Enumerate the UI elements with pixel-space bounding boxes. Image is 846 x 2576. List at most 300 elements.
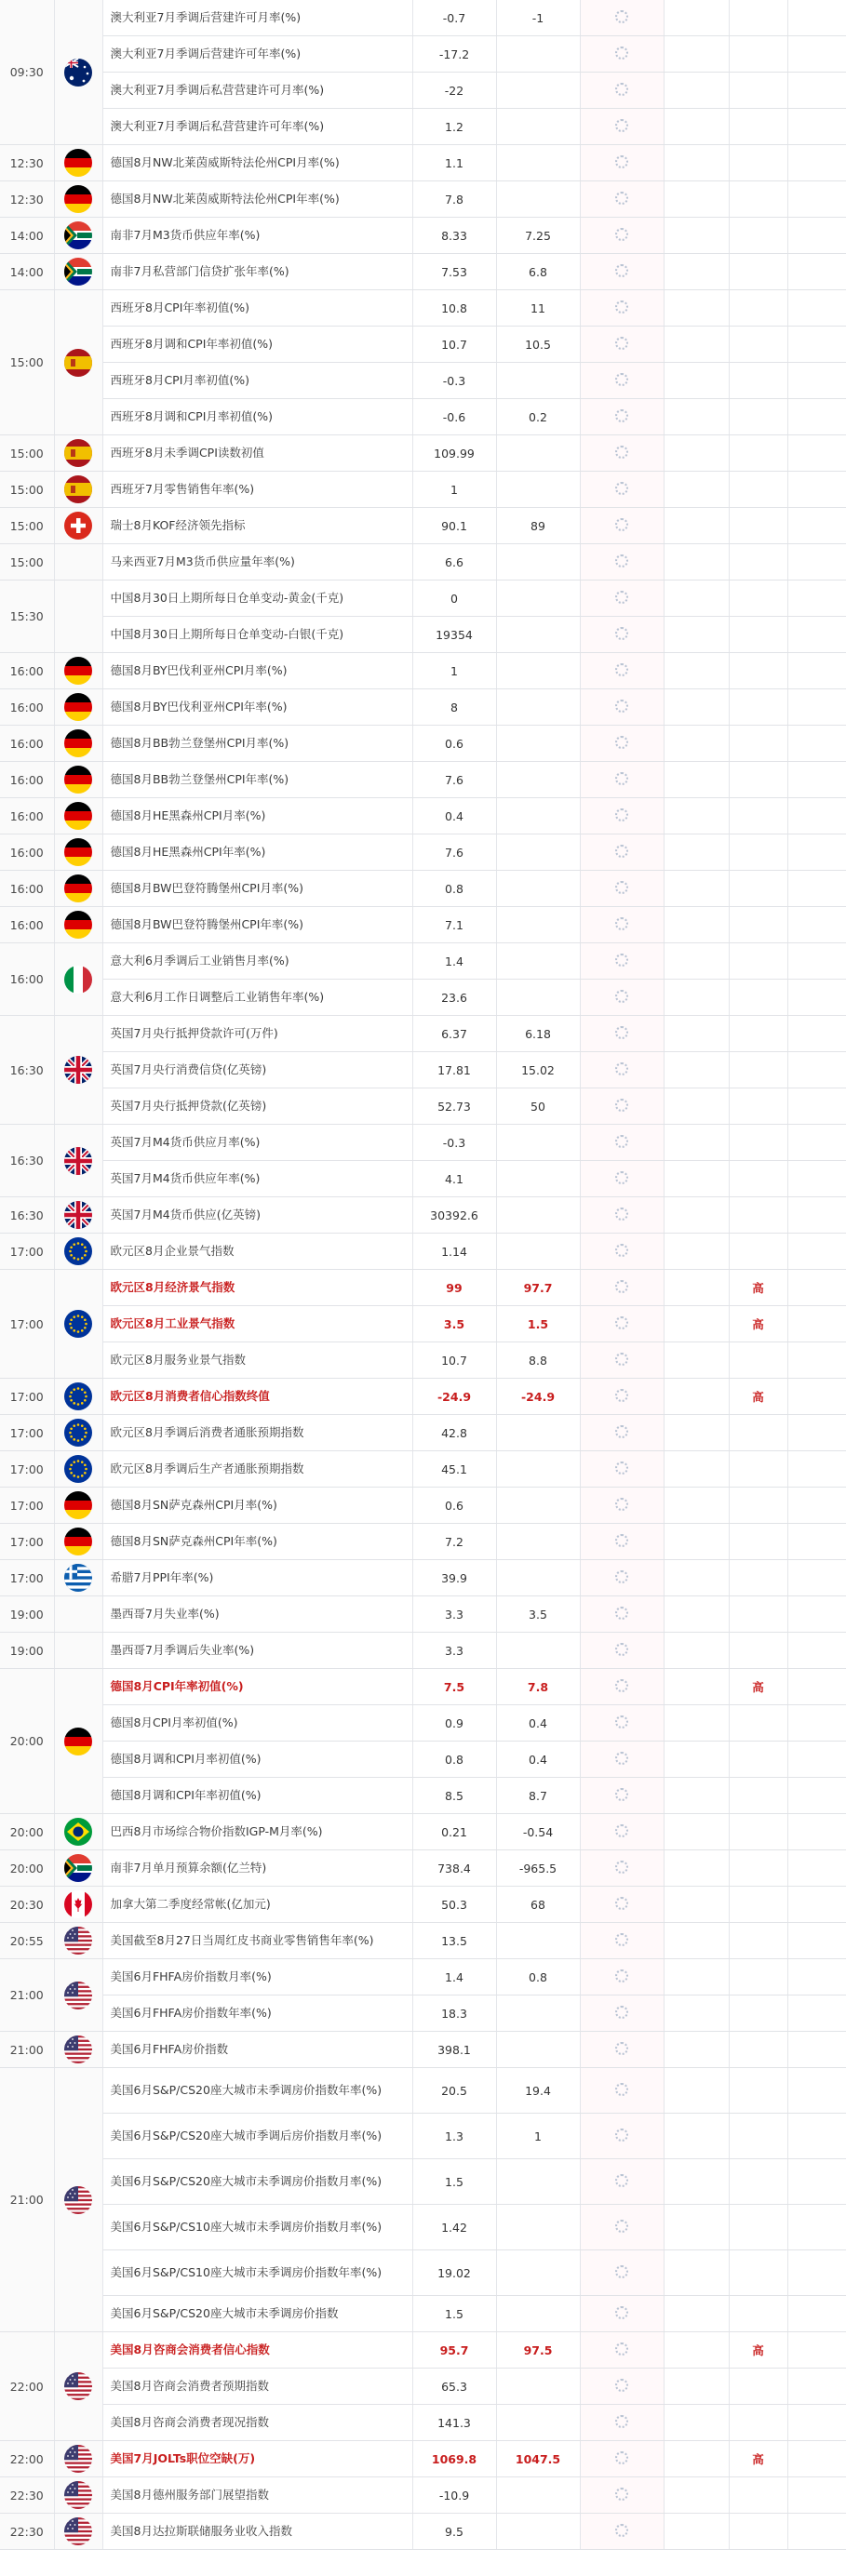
interpretation-cell [787, 726, 846, 762]
importance-badge [729, 1995, 787, 2032]
event-name[interactable]: 意大利6月季调后工业销售月率(%) [102, 943, 412, 980]
event-name[interactable]: 德国8月HE黑森州CPI年率(%) [102, 834, 412, 871]
event-name[interactable]: 意大利6月工作日调整后工业销售年率(%) [102, 980, 412, 1016]
event-name[interactable]: 美国6月FHFA房价指数年率(%) [102, 1995, 412, 2032]
forecast-value: 0.4 [496, 1705, 580, 1742]
interpretation-cell [787, 36, 846, 73]
event-row [0, 1887, 846, 1923]
previous-value: 7.6 [412, 762, 496, 798]
effect-cell [664, 1197, 729, 1234]
interpretation-cell [787, 1669, 846, 1705]
previous-value: 1.2 [412, 109, 496, 145]
actual-value-pending [580, 36, 664, 73]
loading-spinner-icon [615, 1062, 628, 1075]
previous-value: 90.1 [412, 508, 496, 544]
event-time: 20:30 [0, 1887, 54, 1923]
event-row [0, 1161, 846, 1197]
interpretation-cell [787, 1923, 846, 1959]
flag-usa-icon [64, 2517, 92, 2545]
event-time: 16:00 [0, 726, 54, 762]
forecast-value: 68 [496, 1887, 580, 1923]
event-name[interactable]: 欧元区8月消费者信心指数终值 [102, 1379, 412, 1415]
previous-value: 0.8 [412, 871, 496, 907]
forecast-value: 89 [496, 508, 580, 544]
previous-value: 0 [412, 581, 496, 617]
event-name[interactable]: 德国8月调和CPI月率初值(%) [102, 1742, 412, 1778]
country-flag-cell [54, 1669, 102, 1814]
importance-badge [729, 1887, 787, 1923]
previous-value: 7.6 [412, 834, 496, 871]
actual-value-pending [580, 1705, 664, 1742]
forecast-value: 3.5 [496, 1596, 580, 1633]
actual-value-pending [580, 435, 664, 472]
effect-cell [664, 2114, 729, 2159]
event-name[interactable]: 澳大利亚7月季调后私营营建许可年率(%) [102, 109, 412, 145]
actual-value-pending [580, 980, 664, 1016]
event-row [0, 145, 846, 181]
forecast-value [496, 1923, 580, 1959]
event-name[interactable]: 西班牙8月CPI月率初值(%) [102, 363, 412, 399]
forecast-value: 6.8 [496, 254, 580, 290]
event-row [0, 1088, 846, 1125]
effect-cell [664, 218, 729, 254]
loading-spinner-icon [615, 554, 628, 567]
importance-badge [729, 1161, 787, 1197]
loading-spinner-icon [615, 2379, 628, 2392]
previous-value: 7.8 [412, 181, 496, 218]
importance-badge [729, 1088, 787, 1125]
previous-value: 0.9 [412, 1705, 496, 1742]
interpretation-cell [787, 2032, 846, 2068]
previous-value: 65.3 [412, 2369, 496, 2405]
importance-badge [729, 363, 787, 399]
effect-cell [664, 508, 729, 544]
importance-badge [729, 907, 787, 943]
country-flag-cell [54, 1560, 102, 1596]
country-flag-cell [54, 1488, 102, 1524]
event-name[interactable]: 瑞士8月KOF经济领先指标 [102, 508, 412, 544]
actual-value-pending [580, 1814, 664, 1850]
forecast-value [496, 2205, 580, 2250]
interpretation-cell [787, 1379, 846, 1415]
forecast-value [496, 617, 580, 653]
country-flag-cell [54, 1633, 102, 1669]
forecast-value [496, 145, 580, 181]
previous-value: 7.1 [412, 907, 496, 943]
event-name[interactable]: 德国8月CPI年率初值(%) [102, 1669, 412, 1705]
event-name[interactable]: 美国6月S&P/CS20座大城市未季调房价指数月率(%) [102, 2159, 412, 2205]
loading-spinner-icon [615, 373, 628, 386]
previous-value: 0.6 [412, 726, 496, 762]
importance-badge [729, 472, 787, 508]
importance-badge [729, 290, 787, 327]
actual-value-pending [580, 1415, 664, 1451]
event-row [0, 1705, 846, 1742]
actual-value-pending [580, 2405, 664, 2441]
event-name[interactable]: 德国8月SN萨克森州CPI月率(%) [102, 1488, 412, 1524]
event-name[interactable]: 德国8月CPI月率初值(%) [102, 1705, 412, 1742]
event-name[interactable]: 希腊7月PPI年率(%) [102, 1560, 412, 1596]
event-name[interactable]: 英国7月央行消费信贷(亿英镑) [102, 1052, 412, 1088]
event-name[interactable]: 美国6月FHFA房价指数月率(%) [102, 1959, 412, 1995]
flag-germany-icon [64, 149, 92, 177]
effect-cell [664, 1088, 729, 1125]
forecast-value: 15.02 [496, 1052, 580, 1088]
interpretation-cell [787, 1342, 846, 1379]
country-flag-cell [54, 1234, 102, 1270]
event-time: 17:00 [0, 1451, 54, 1488]
effect-cell [664, 581, 729, 617]
event-name[interactable]: 欧元区8月服务业景气指数 [102, 1342, 412, 1379]
country-flag-cell [54, 472, 102, 508]
actual-value-pending [580, 2250, 664, 2296]
previous-value: 45.1 [412, 1451, 496, 1488]
event-row [0, 980, 846, 1016]
previous-value: 95.7 [412, 2332, 496, 2369]
event-name[interactable]: 德国8月BY巴伐利亚州CPI年率(%) [102, 689, 412, 726]
event-row [0, 2205, 846, 2250]
country-flag-cell [54, 0, 102, 145]
event-name[interactable]: 德国8月BW巴登符腾堡州CPI月率(%) [102, 871, 412, 907]
event-name[interactable]: 美国8月咨商会消费者预期指数 [102, 2369, 412, 2405]
event-name[interactable]: 德国8月BB勃兰登堡州CPI年率(%) [102, 762, 412, 798]
event-name[interactable]: 英国7月央行抵押贷款许可(万件) [102, 1016, 412, 1052]
forecast-value [496, 2159, 580, 2205]
actual-value-pending [580, 254, 664, 290]
forecast-value: 0.4 [496, 1742, 580, 1778]
importance-badge [729, 1778, 787, 1814]
interpretation-cell [787, 1959, 846, 1995]
flag-uk-icon [64, 1056, 92, 1084]
importance-badge [729, 2250, 787, 2296]
event-name[interactable]: 南非7月M3货币供应年率(%) [102, 218, 412, 254]
event-time: 15:00 [0, 472, 54, 508]
previous-value: 109.99 [412, 435, 496, 472]
effect-cell [664, 762, 729, 798]
event-name[interactable]: 欧元区8月企业景气指数 [102, 1234, 412, 1270]
effect-cell [664, 2250, 729, 2296]
interpretation-cell [787, 653, 846, 689]
event-name[interactable]: 南非7月单月预算余额(亿兰特) [102, 1850, 412, 1887]
interpretation-cell [787, 2205, 846, 2250]
forecast-value [496, 1633, 580, 1669]
loading-spinner-icon [615, 155, 628, 168]
importance-badge [729, 1197, 787, 1234]
loading-spinner-icon [615, 1933, 628, 1946]
loading-spinner-icon [615, 881, 628, 894]
forecast-value [496, 762, 580, 798]
country-flag-cell [54, 2332, 102, 2441]
event-time: 15:00 [0, 544, 54, 581]
event-name[interactable]: 美国7月JOLTs职位空缺(万) [102, 2441, 412, 2477]
previous-value: 6.37 [412, 1016, 496, 1052]
previous-value: 8.5 [412, 1778, 496, 1814]
flag-germany-icon [64, 838, 92, 866]
previous-value: 50.3 [412, 1887, 496, 1923]
effect-cell [664, 1814, 729, 1850]
forecast-value [496, 2250, 580, 2296]
country-flag-cell [54, 544, 102, 581]
forecast-value: 11 [496, 290, 580, 327]
event-name[interactable]: 美国8月德州服务部门展望指数 [102, 2477, 412, 2514]
country-flag-cell [54, 2068, 102, 2332]
event-name[interactable]: 英国7月M4货币供应年率(%) [102, 1161, 412, 1197]
flag-usa-icon [64, 2186, 92, 2214]
actual-value-pending [580, 762, 664, 798]
event-name[interactable]: 中国8月30日上期所每日仓单变动-白银(千克) [102, 617, 412, 653]
event-name[interactable]: 英国7月M4货币供应(亿英镑) [102, 1197, 412, 1234]
event-row [0, 2441, 846, 2477]
event-name[interactable]: 美国8月咨商会消费者现况指数 [102, 2405, 412, 2441]
previous-value: 30392.6 [412, 1197, 496, 1234]
event-name[interactable]: 德国8月NW北莱茵威斯特法伦州CPI月率(%) [102, 145, 412, 181]
event-name[interactable]: 德国8月BY巴伐利亚州CPI月率(%) [102, 653, 412, 689]
event-time: 17:00 [0, 1415, 54, 1451]
actual-value-pending [580, 1161, 664, 1197]
event-name[interactable]: 西班牙8月调和CPI月率初值(%) [102, 399, 412, 435]
event-name[interactable]: 西班牙8月未季调CPI读数初值 [102, 435, 412, 472]
event-time: 17:00 [0, 1234, 54, 1270]
event-name[interactable]: 墨西哥7月失业率(%) [102, 1596, 412, 1633]
interpretation-cell [787, 1161, 846, 1197]
event-name[interactable]: 澳大利亚7月季调后私营营建许可月率(%) [102, 73, 412, 109]
event-name[interactable]: 美国8月咨商会消费者信心指数 [102, 2332, 412, 2369]
loading-spinner-icon [615, 808, 628, 821]
event-name[interactable]: 英国7月M4货币供应月率(%) [102, 1125, 412, 1161]
flag-germany-icon [64, 185, 92, 213]
event-name[interactable]: 澳大利亚7月季调后营建许可月率(%) [102, 0, 412, 36]
forecast-value [496, 2369, 580, 2405]
country-flag-cell [54, 1270, 102, 1379]
forecast-value: 1 [496, 2114, 580, 2159]
actual-value-pending [580, 1560, 664, 1596]
interpretation-cell [787, 1270, 846, 1306]
country-flag-cell [54, 1959, 102, 2032]
importance-badge [729, 1125, 787, 1161]
previous-value: -0.6 [412, 399, 496, 435]
loading-spinner-icon [615, 10, 628, 23]
event-row [0, 73, 846, 109]
effect-cell [664, 2032, 729, 2068]
event-name[interactable]: 英国7月央行抵押贷款(亿英镑) [102, 1088, 412, 1125]
previous-value: 0.8 [412, 1742, 496, 1778]
actual-value-pending [580, 907, 664, 943]
event-name[interactable]: 德国8月调和CPI年率初值(%) [102, 1778, 412, 1814]
event-name[interactable]: 欧元区8月经济景气指数 [102, 1270, 412, 1306]
country-flag-cell [54, 1923, 102, 1959]
importance-badge [729, 2405, 787, 2441]
forecast-value [496, 435, 580, 472]
previous-value: -0.7 [412, 0, 496, 36]
event-row [0, 1778, 846, 1814]
loading-spinner-icon [615, 917, 628, 930]
flag-germany-icon [64, 1528, 92, 1555]
event-name[interactable]: 美国6月S&P/CS20座大城市未季调房价指数年率(%) [102, 2068, 412, 2114]
actual-value-pending [580, 871, 664, 907]
flag-italy-icon [64, 966, 92, 994]
previous-value: 1 [412, 472, 496, 508]
forecast-value [496, 2514, 580, 2550]
effect-cell [664, 1306, 729, 1342]
interpretation-cell [787, 1052, 846, 1088]
previous-value: 1069.8 [412, 2441, 496, 2477]
loading-spinner-icon [615, 409, 628, 422]
event-name[interactable]: 加拿大第二季度经常帐(亿加元) [102, 1887, 412, 1923]
importance-badge [729, 1524, 787, 1560]
event-row [0, 2250, 846, 2296]
event-name[interactable]: 欧元区8月季调后生产者通胀预期指数 [102, 1451, 412, 1488]
actual-value-pending [580, 290, 664, 327]
event-name[interactable]: 欧元区8月工业景气指数 [102, 1306, 412, 1342]
event-row [0, 1814, 846, 1850]
actual-value-pending [580, 1923, 664, 1959]
flag-usa-icon [64, 1982, 92, 2009]
interpretation-cell [787, 73, 846, 109]
forecast-value [496, 1125, 580, 1161]
forecast-value [496, 109, 580, 145]
event-name[interactable]: 西班牙7月零售销售年率(%) [102, 472, 412, 508]
event-name[interactable]: 南非7月私营部门信贷扩张年率(%) [102, 254, 412, 290]
effect-cell [664, 1270, 729, 1306]
event-row [0, 1306, 846, 1342]
effect-cell [664, 689, 729, 726]
event-row [0, 327, 846, 363]
event-row [0, 435, 846, 472]
event-name[interactable]: 巴西8月市场综合物价指数IGP-M月率(%) [102, 1814, 412, 1850]
loading-spinner-icon [615, 1280, 628, 1293]
importance-badge [729, 726, 787, 762]
event-name[interactable]: 德国8月BW巴登符腾堡州CPI年率(%) [102, 907, 412, 943]
country-flag-cell [54, 581, 102, 653]
event-name[interactable]: 美国6月S&P/CS10座大城市未季调房价指数月率(%) [102, 2205, 412, 2250]
forecast-value [496, 544, 580, 581]
event-name[interactable]: 澳大利亚7月季调后营建许可年率(%) [102, 36, 412, 73]
actual-value-pending [580, 1669, 664, 1705]
country-flag-cell [54, 145, 102, 181]
importance-badge [729, 1959, 787, 1995]
actual-value-pending [580, 2296, 664, 2332]
event-time: 15:30 [0, 581, 54, 653]
country-flag-cell [54, 871, 102, 907]
forecast-value: -1 [496, 0, 580, 36]
event-name[interactable]: 德国8月NW北莱茵威斯特法伦州CPI年率(%) [102, 181, 412, 218]
effect-cell [664, 1596, 729, 1633]
loading-spinner-icon [615, 2006, 628, 2019]
previous-value: 3.5 [412, 1306, 496, 1342]
loading-spinner-icon [615, 954, 628, 967]
event-time: 16:30 [0, 1125, 54, 1197]
previous-value: 0.6 [412, 1488, 496, 1524]
event-row [0, 1633, 846, 1669]
event-name[interactable]: 美国6月S&P/CS10座大城市未季调房价指数年率(%) [102, 2250, 412, 2296]
flag-eurozone-icon [64, 1419, 92, 1447]
previous-value: 1.4 [412, 1959, 496, 1995]
flag-germany-icon [64, 766, 92, 794]
importance-badge [729, 544, 787, 581]
effect-cell [664, 1415, 729, 1451]
event-name[interactable]: 欧元区8月季调后消费者通胀预期指数 [102, 1415, 412, 1451]
event-row [0, 544, 846, 581]
interpretation-cell [787, 181, 846, 218]
previous-value: 10.7 [412, 1342, 496, 1379]
event-row [0, 1742, 846, 1778]
event-row [0, 1995, 846, 2032]
previous-value: 42.8 [412, 1415, 496, 1451]
effect-cell [664, 109, 729, 145]
interpretation-cell [787, 1887, 846, 1923]
interpretation-cell [787, 689, 846, 726]
actual-value-pending [580, 472, 664, 508]
event-name[interactable]: 美国6月S&P/CS20座大城市未季调房价指数 [102, 2296, 412, 2332]
actual-value-pending [580, 834, 664, 871]
event-row [0, 218, 846, 254]
importance-badge [729, 834, 787, 871]
event-name[interactable]: 德国8月HE黑森州CPI月率(%) [102, 798, 412, 834]
effect-cell [664, 943, 729, 980]
event-name[interactable]: 墨西哥7月季调后失业率(%) [102, 1633, 412, 1669]
importance-badge [729, 762, 787, 798]
event-name[interactable]: 中国8月30日上期所每日仓单变动-黄金(千克) [102, 581, 412, 617]
forecast-value [496, 1161, 580, 1197]
interpretation-cell [787, 2332, 846, 2369]
country-flag-cell [54, 762, 102, 798]
forecast-value: 1.5 [496, 1306, 580, 1342]
event-name[interactable]: 马来西亚7月M3货币供应量年率(%) [102, 544, 412, 581]
interpretation-cell [787, 1814, 846, 1850]
country-flag-cell [54, 689, 102, 726]
interpretation-cell [787, 218, 846, 254]
importance-badge [729, 2477, 787, 2514]
country-flag-cell [54, 2032, 102, 2068]
event-name[interactable]: 美国截至8月27日当周红皮书商业零售销售年率(%) [102, 1923, 412, 1959]
loading-spinner-icon [615, 1570, 628, 1583]
event-row [0, 1488, 846, 1524]
importance-badge [729, 109, 787, 145]
event-name[interactable]: 西班牙8月调和CPI年率初值(%) [102, 327, 412, 363]
event-row [0, 1342, 846, 1379]
interpretation-cell [787, 1415, 846, 1451]
event-name[interactable]: 美国8月达拉斯联储服务业收入指数 [102, 2514, 412, 2550]
event-name[interactable]: 德国8月BB勃兰登堡州CPI月率(%) [102, 726, 412, 762]
event-row [0, 2514, 846, 2550]
actual-value-pending [580, 73, 664, 109]
forecast-value [496, 980, 580, 1016]
interpretation-cell [787, 1125, 846, 1161]
previous-value: 7.53 [412, 254, 496, 290]
event-name[interactable]: 德国8月SN萨克森州CPI年率(%) [102, 1524, 412, 1560]
actual-value-pending [580, 327, 664, 363]
importance-badge [729, 980, 787, 1016]
event-name[interactable]: 美国6月S&P/CS20座大城市季调后房价指数月率(%) [102, 2114, 412, 2159]
event-name[interactable]: 西班牙8月CPI年率初值(%) [102, 290, 412, 327]
actual-value-pending [580, 1850, 664, 1887]
actual-value-pending [580, 1633, 664, 1669]
actual-value-pending [580, 1234, 664, 1270]
interpretation-cell [787, 1488, 846, 1524]
flag-south-africa-icon [64, 221, 92, 249]
interpretation-cell [787, 2369, 846, 2405]
importance-badge [729, 1016, 787, 1052]
interpretation-cell [787, 1596, 846, 1633]
event-name[interactable]: 美国6月FHFA房价指数 [102, 2032, 412, 2068]
forecast-value: 7.8 [496, 1669, 580, 1705]
interpretation-cell [787, 2250, 846, 2296]
actual-value-pending [580, 1778, 664, 1814]
loading-spinner-icon [615, 1607, 628, 1620]
actual-value-pending [580, 1052, 664, 1088]
event-row [0, 907, 846, 943]
forecast-value: -24.9 [496, 1379, 580, 1415]
